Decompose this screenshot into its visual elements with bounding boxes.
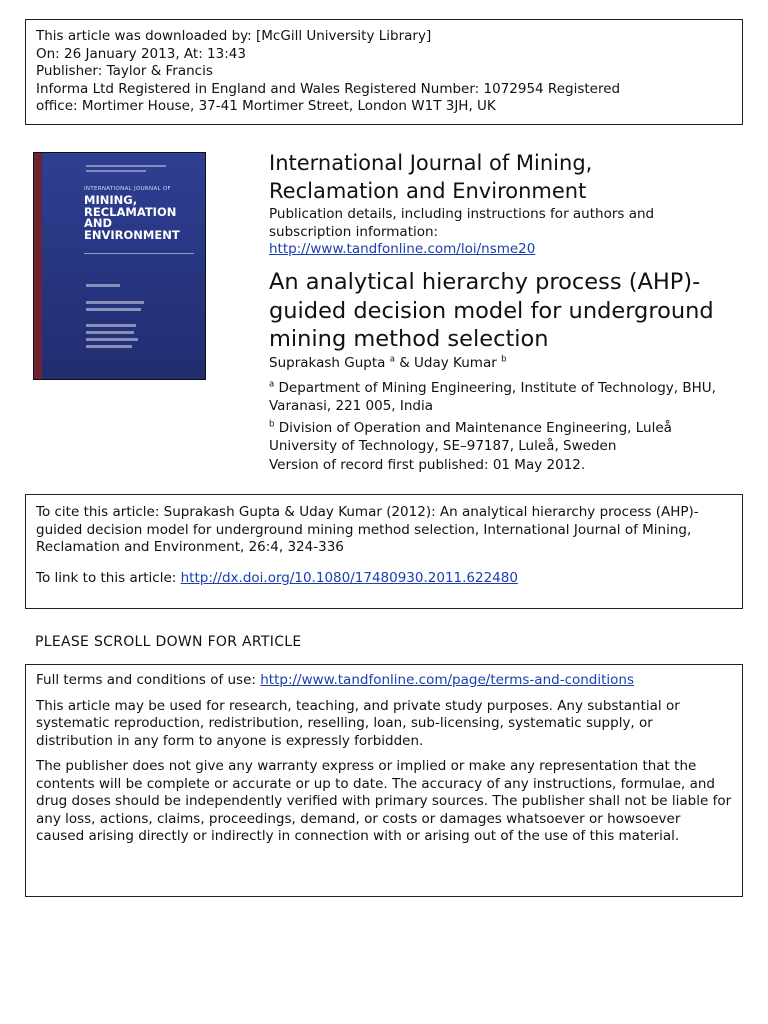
citation-box <box>25 494 743 609</box>
disclaimer-paragraph: The publisher does not give any warranty express or implied or make any representation that the contents will be complete or accurate or up to date. The accuracy of any instructions, formulae, and drug doses should be independently verified with primary sources. The publisher shall not be liable for any loss, actions, claims, proceedings, demand, or costs or damages whatsoever or howsoever caused arising directly or indirectly in connection with or arising out of the use of this material. <box>36 758 732 844</box>
download-date-line: On: 26 January 2013, At: 13:43 <box>36 45 246 62</box>
publisher-line: Publisher: Taylor & Francis <box>36 63 213 79</box>
terms-intro: Full terms and conditions of use: http://www.tandfonline.com/page/terms-and-conditions <box>36 672 635 688</box>
author-name: Suprakash Gupta <box>269 355 386 371</box>
download-info-box <box>25 19 743 125</box>
affiliation-b: $^b$ Division of Operation and Maintenance Engineering, Luleå University of Technology, SE–97187, Luleå, Sweden <box>269 419 672 454</box>
registration-line: Informa Ltd Registered in England and Wales Registered Number: 1072954 Registered <box>36 80 621 97</box>
journal-title: International Journal of Mining, Reclamation and Environment <box>269 151 593 203</box>
terms-box <box>25 664 743 897</box>
article-link-line: To link to this article: http://dx.doi.org/10.1080/17480930.2011.622480 <box>36 569 518 586</box>
doi-link[interactable]: http://dx.doi.org/10.1080/17480930.2011.622480 <box>180 569 518 586</box>
publication-details: Publication details, including instructions for authors and subscription information: http://www.tandfonline.com/loi/nsme20 <box>269 206 655 257</box>
terms-paragraph: This article may be used for research, teaching, and private study purposes. Any substantial or systematic reproduction, redistribution, reselling, loan, sub-licensing, systematic supply, or distribution in any form to anyone is expressly forbidden. <box>36 697 680 749</box>
terms-link[interactable]: http://www.tandfonline.com/page/terms-and-conditions <box>260 672 635 688</box>
cover-journal-name: MINING, RECLAMATION AND ENVIRONMENT <box>84 193 180 242</box>
cover-journal-prefix: INTERNATIONAL JOURNAL OF <box>84 186 172 192</box>
citation-text: To cite this article: Suprakash Gupta & Uday Kumar (2012): An analytical hierarchy process (AHP)-guided decision model for underground mining method selection, International Journal of Mining, Reclamation and Environment, 26:4, 324-336 <box>36 504 699 555</box>
article-title: An analytical hierarchy process (AHP)-guided decision model for underground mining method selection <box>269 269 714 352</box>
authors: Suprakash Gupta $^a$ & Uday Kumar $^b$ <box>269 354 507 371</box>
cover-spine <box>34 153 42 379</box>
version-of-record: Version of record first published: 01 May 2012. <box>269 457 586 473</box>
scroll-down-note: PLEASE SCROLL DOWN FOR ARTICLE <box>35 634 302 650</box>
download-line: This article was downloaded by: [McGill University Library] <box>36 28 432 44</box>
affiliation-a: $^a$ Department of Mining Engineering, Institute of Technology, BHU, Varanasi, 221 005, India <box>269 379 716 414</box>
author-name: Uday Kumar <box>414 355 497 371</box>
journal-url-link[interactable]: http://www.tandfonline.com/loi/nsme20 <box>269 241 536 257</box>
journal-cover-image <box>33 152 206 380</box>
office-line: office: Mortimer House, 37-41 Mortimer Street, London W1T 3JH, UK <box>36 98 496 114</box>
